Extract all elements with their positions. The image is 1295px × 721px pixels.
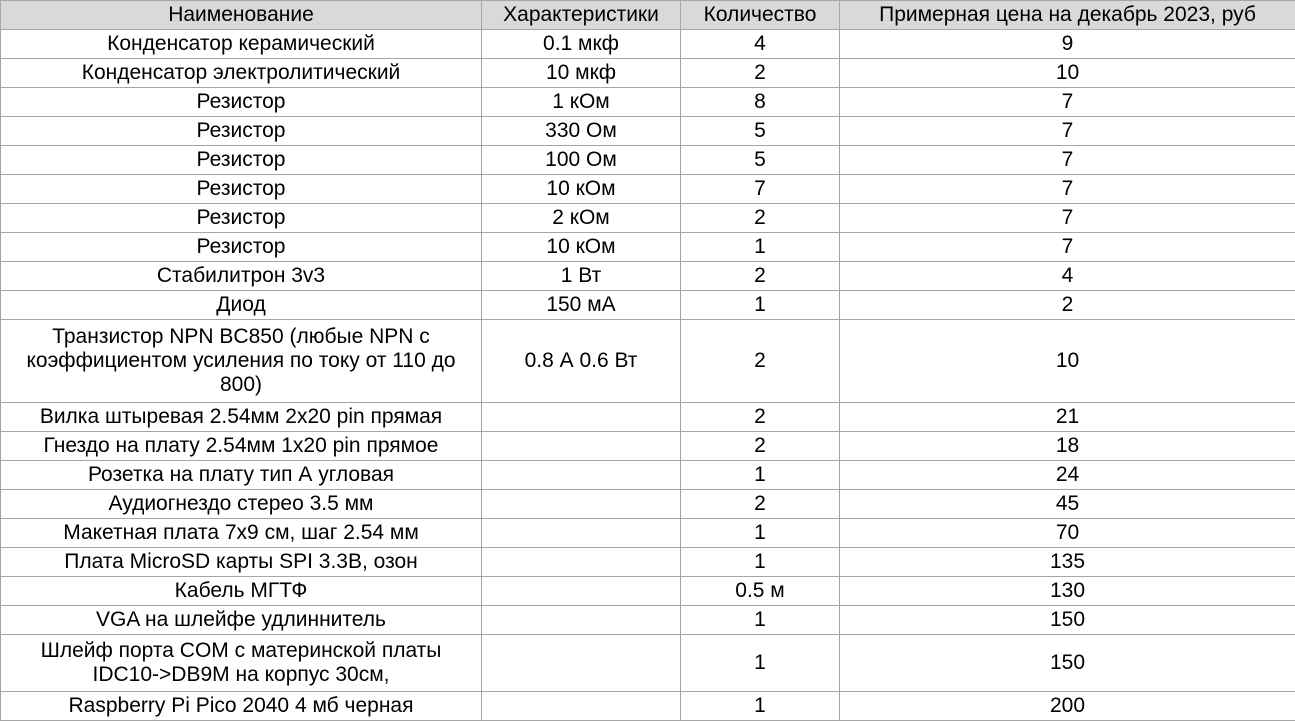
cell-qty: 2: [681, 432, 840, 461]
cell-qty: 2: [681, 204, 840, 233]
table-row: [1, 117, 1295, 146]
cell-price: 2: [840, 291, 1295, 320]
cell-qty: 1: [681, 606, 840, 635]
cell-price: 10: [840, 59, 1295, 88]
cell-name: Розетка на плату тип А угловая: [1, 461, 482, 490]
table-row: [1, 577, 1295, 606]
table-row: [1, 88, 1295, 117]
table-row: [1, 403, 1295, 432]
cell-price: 7: [840, 233, 1295, 262]
cell-price: 10: [840, 320, 1295, 403]
cell-price: 135: [840, 548, 1295, 577]
cell-spec: 1 кОм: [482, 88, 681, 117]
cell-price: 200: [840, 692, 1295, 721]
cell-qty: 4: [681, 30, 840, 59]
cell-spec: [482, 432, 681, 461]
cell-name: Резистор: [1, 233, 482, 262]
table-row: [1, 635, 1295, 692]
cell-name: VGA на шлейфе удлиннитель: [1, 606, 482, 635]
cell-price: 9: [840, 30, 1295, 59]
cell-qty: 1: [681, 291, 840, 320]
cell-qty: 1: [681, 548, 840, 577]
cell-price: 150: [840, 635, 1295, 692]
cell-qty: 1: [681, 692, 840, 721]
cell-qty: 1: [681, 635, 840, 692]
cell-spec: 150 мА: [482, 291, 681, 320]
header-row: [1, 1, 1295, 30]
cell-name: Стабилитрон 3v3: [1, 262, 482, 291]
cell-qty: 7: [681, 175, 840, 204]
table-row: [1, 233, 1295, 262]
cell-name: Макетная плата 7x9 см, шаг 2.54 мм: [1, 519, 482, 548]
cell-name: Диод: [1, 291, 482, 320]
cell-spec: 0.1 мкф: [482, 30, 681, 59]
table-row: [1, 30, 1295, 59]
cell-qty: 2: [681, 59, 840, 88]
table-row: [1, 175, 1295, 204]
cell-price: 7: [840, 146, 1295, 175]
cell-qty: 2: [681, 490, 840, 519]
cell-price: 18: [840, 432, 1295, 461]
cell-name: Шлейф порта COM с материнской платы IDC10->DB9M на корпус 30см,: [1, 635, 482, 692]
table-row: [1, 519, 1295, 548]
table-row: [1, 204, 1295, 233]
cell-spec: 0.8 А 0.6 Вт: [482, 320, 681, 403]
cell-qty: 1: [681, 233, 840, 262]
cell-qty: 1: [681, 519, 840, 548]
cell-spec: [482, 490, 681, 519]
cell-qty: 2: [681, 320, 840, 403]
table-row: [1, 59, 1295, 88]
cell-name: Конденсатор электролитический: [1, 59, 482, 88]
table-row: [1, 320, 1295, 403]
cell-price: 150: [840, 606, 1295, 635]
cell-price: 130: [840, 577, 1295, 606]
table-row: [1, 490, 1295, 519]
table-row: [1, 461, 1295, 490]
cell-spec: 10 кОм: [482, 233, 681, 262]
table-row: [1, 291, 1295, 320]
cell-name: Транзистор NPN BC850 (любые NPN с коэффициентом усиления по току от 110 до 800): [1, 320, 482, 403]
cell-spec: [482, 577, 681, 606]
cell-spec: 10 мкф: [482, 59, 681, 88]
table-row: [1, 606, 1295, 635]
cell-name: Резистор: [1, 146, 482, 175]
cell-spec: 100 Ом: [482, 146, 681, 175]
cell-name: Аудиогнездо стерео 3.5 мм: [1, 490, 482, 519]
header-qty: Количество: [681, 1, 840, 30]
cell-name: Резистор: [1, 88, 482, 117]
cell-qty: 2: [681, 403, 840, 432]
cell-name: Гнездо на плату 2.54мм 1x20 pin прямое: [1, 432, 482, 461]
cell-price: 7: [840, 204, 1295, 233]
cell-price: 4: [840, 262, 1295, 291]
cell-qty: 5: [681, 146, 840, 175]
cell-name: Резистор: [1, 204, 482, 233]
header-price: Примерная цена на декабрь 2023, руб: [840, 1, 1295, 30]
cell-spec: [482, 403, 681, 432]
table-row: [1, 432, 1295, 461]
cell-price: 7: [840, 175, 1295, 204]
cell-spec: 1 Вт: [482, 262, 681, 291]
cell-qty: 1: [681, 461, 840, 490]
table-row: [1, 692, 1295, 721]
table-row: [1, 146, 1295, 175]
cell-spec: 10 кОм: [482, 175, 681, 204]
cell-qty: 8: [681, 88, 840, 117]
cell-price: 45: [840, 490, 1295, 519]
cell-name: Raspberry Pi Pico 2040 4 мб черная: [1, 692, 482, 721]
cell-price: 21: [840, 403, 1295, 432]
cell-spec: [482, 548, 681, 577]
cell-price: 7: [840, 88, 1295, 117]
table-row: [1, 262, 1295, 291]
cell-spec: [482, 635, 681, 692]
cell-qty: 0.5 м: [681, 577, 840, 606]
header-spec: Характеристики: [482, 1, 681, 30]
cell-spec: [482, 606, 681, 635]
cell-price: 24: [840, 461, 1295, 490]
cell-spec: 2 кОм: [482, 204, 681, 233]
cell-spec: [482, 461, 681, 490]
cell-name: Резистор: [1, 175, 482, 204]
cell-name: Плата MicroSD карты SPI 3.3В, озон: [1, 548, 482, 577]
cell-spec: 330 Ом: [482, 117, 681, 146]
cell-price: 7: [840, 117, 1295, 146]
cell-name: Вилка штыревая 2.54мм 2x20 pin прямая: [1, 403, 482, 432]
cell-spec: [482, 692, 681, 721]
header-name: Наименование: [1, 1, 482, 30]
cell-name: Кабель МГТФ: [1, 577, 482, 606]
cell-spec: [482, 519, 681, 548]
cell-qty: 5: [681, 117, 840, 146]
cell-name: Конденсатор керамический: [1, 30, 482, 59]
cell-name: Резистор: [1, 117, 482, 146]
cell-qty: 2: [681, 262, 840, 291]
table-row: [1, 548, 1295, 577]
cell-price: 70: [840, 519, 1295, 548]
